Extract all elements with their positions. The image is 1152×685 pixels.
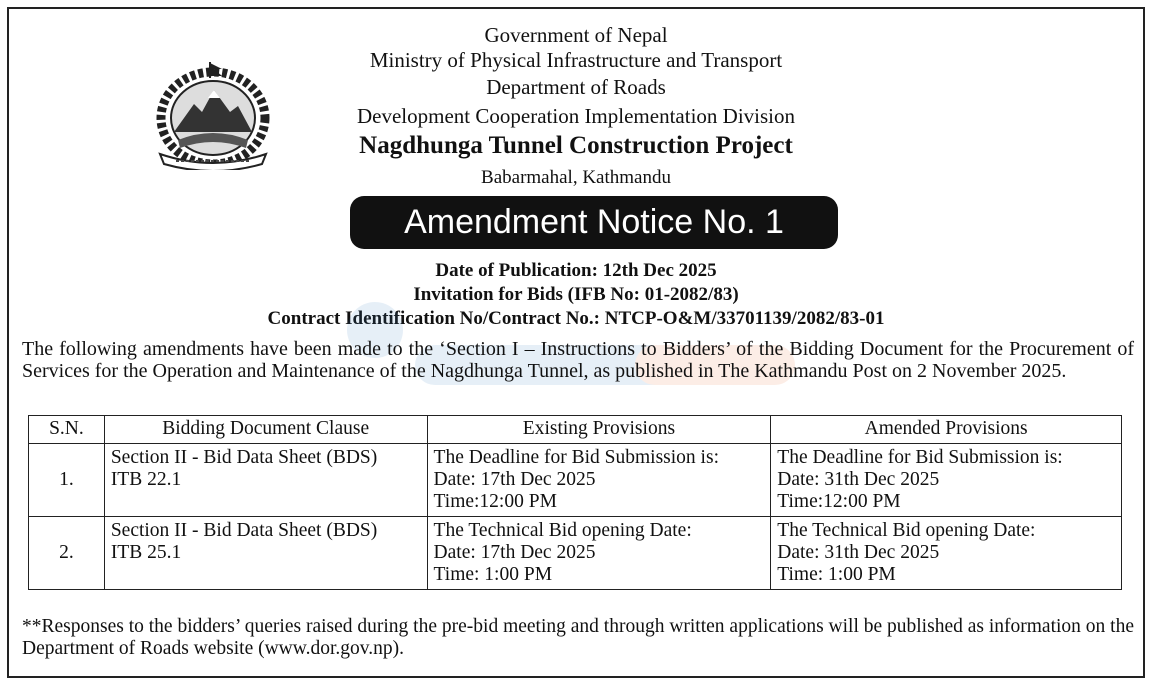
amended-line: Time: 1:00 PM [777,564,896,585]
clause-line: Section II - Bid Data Sheet (BDS) [110,447,378,468]
header-clause: Bidding Document Clause [104,416,427,444]
row-sn: 1. [29,444,105,517]
table-row [29,444,1122,517]
footer-note: **Responses to the bidders’ queries raised during the pre-bid meeting and through written applications will be published as information on the Department of Roads website (www.dor.gov.np). [22,616,1134,659]
row-clause [104,517,427,590]
row-amended [771,517,1122,590]
row-clause [104,444,427,517]
existing-line: The Deadline for Bid Submission is: [433,447,719,468]
existing-line: Date: 17th Dec 2025 [433,542,596,563]
intro-paragraph: The following amendments have been made to the ‘Section I – Instructions to Bidders’ of the Bidding Document for the Procurement of Services for the Operation and Maintenance of the Nagdhunga Tunnel, as published in The Kathmandu Post on 2 November 2025. [22,338,1134,382]
publication-date: Date of Publication: 12th Dec 2025 [435,260,717,281]
row-amended [771,444,1122,517]
amended-line: The Technical Bid opening Date: [777,520,1036,541]
table-header-row [29,416,1122,444]
header-amended: Amended Provisions [771,416,1122,444]
existing-line: Time:12:00 PM [433,491,557,512]
existing-line: Time: 1:00 PM [433,564,553,585]
table-row [29,517,1122,590]
header-division: Development Cooperation Implementation Division [357,104,795,128]
amended-line: The Deadline for Bid Submission is: [777,447,1063,468]
existing-line: The Technical Bid opening Date: [433,520,692,541]
clause-line: ITB 22.1 [110,469,182,490]
project-title: Nagdhunga Tunnel Construction Project [359,132,793,159]
notice-title-badge: Amendment Notice No. 1 [350,196,838,249]
amended-line: Date: 31th Dec 2025 [777,542,940,563]
existing-line: Date: 17th Dec 2025 [433,469,596,490]
row-sn: 2. [29,517,105,590]
header-existing: Existing Provisions [427,416,771,444]
amendment-table [28,415,1122,590]
project-location: Babarmahal, Kathmandu [481,167,671,188]
clause-line: ITB 25.1 [110,542,182,563]
header-ministry: Ministry of Physical Infrastructure and Transport [369,48,783,72]
contract-number: Contract Identification No/Contract No.: NTCP-O&M/33701139/2082/83-01 [267,308,885,329]
row-existing [427,517,771,590]
row-existing [427,444,771,517]
header-sn: S.N. [29,416,105,444]
header-department: Department of Roads [486,75,666,99]
header-government: Government of Nepal [484,23,668,47]
amended-line: Time:12:00 PM [777,491,901,512]
clause-line: Section II - Bid Data Sheet (BDS) [110,520,378,541]
ifb-number: Invitation for Bids (IFB No: 01-2082/83) [413,284,739,305]
amended-line: Date: 31th Dec 2025 [777,469,940,490]
